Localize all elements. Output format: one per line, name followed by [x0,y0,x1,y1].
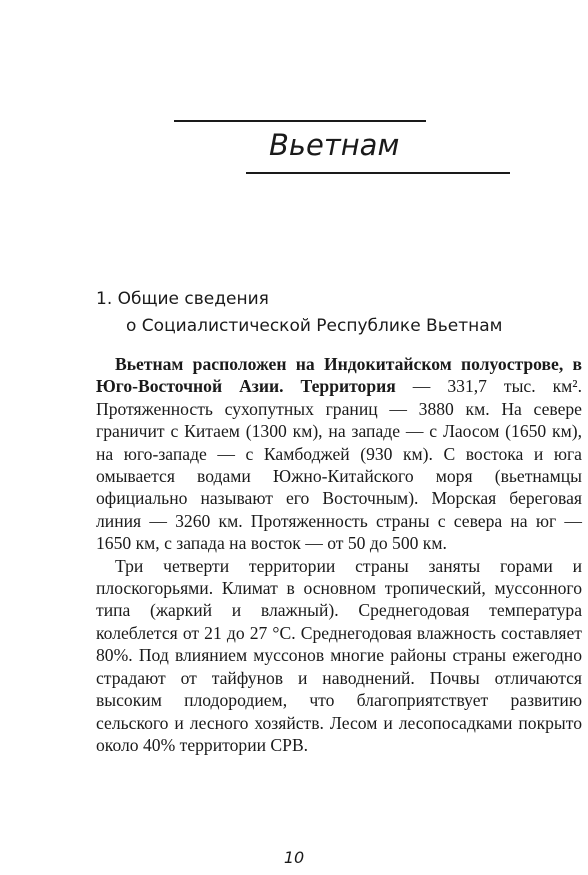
body-text [96,353,582,756]
title-rule-bottom [246,172,510,174]
page-number: 10 [283,848,305,867]
paragraph [96,353,582,555]
chapter-title: Вьетнам [269,128,400,162]
section-heading-line2: о Социалистической Республике Вьетнам [126,316,503,336]
title-rule-top [174,120,426,122]
paragraph-text: Три четверти территории страны заняты горами и плоскогорьями. Климат в основном тропический, муссонного типа (жаркий и влажный). Среднегодовая температура колеблется от 21 до 27 °С. Среднегодовая влажность составляет 80%. Под влиянием муссонов многие районы страны ежегодно страдают от тайфунов и наводнений. Почвы отличаются высоким плодородием, что благоприятствует развитию сельского и лесного хозяйств. Лесом и лесопосадками покрыто около 40% территории СРВ. [96,555,582,755]
section-heading-line1: 1. Общие сведения [96,289,269,309]
paragraph [96,555,582,757]
paragraph-lead: Вьетнам расположен на Индокитайском полуострове, в Юго-Восточной Азии. Территория [96,354,582,397]
paragraph-text: — 331,7 тыс. км². Протяженность сухопутных границ — 3880 км. На севере граничит с Китаем (1300 км), на западе — с Лаосом (1650 км), на юго-западе — с Камбоджей (930 км). С востока и юга омывается водами Южно-Китайского моря (вьетнамцы официально называют его Восточным). Морская береговая линия — 3260 км. Протяженность страны с севера на юг — 1650 км, с запада на восток — от 50 до 500 км. [96,376,582,554]
section-heading [96,286,502,340]
